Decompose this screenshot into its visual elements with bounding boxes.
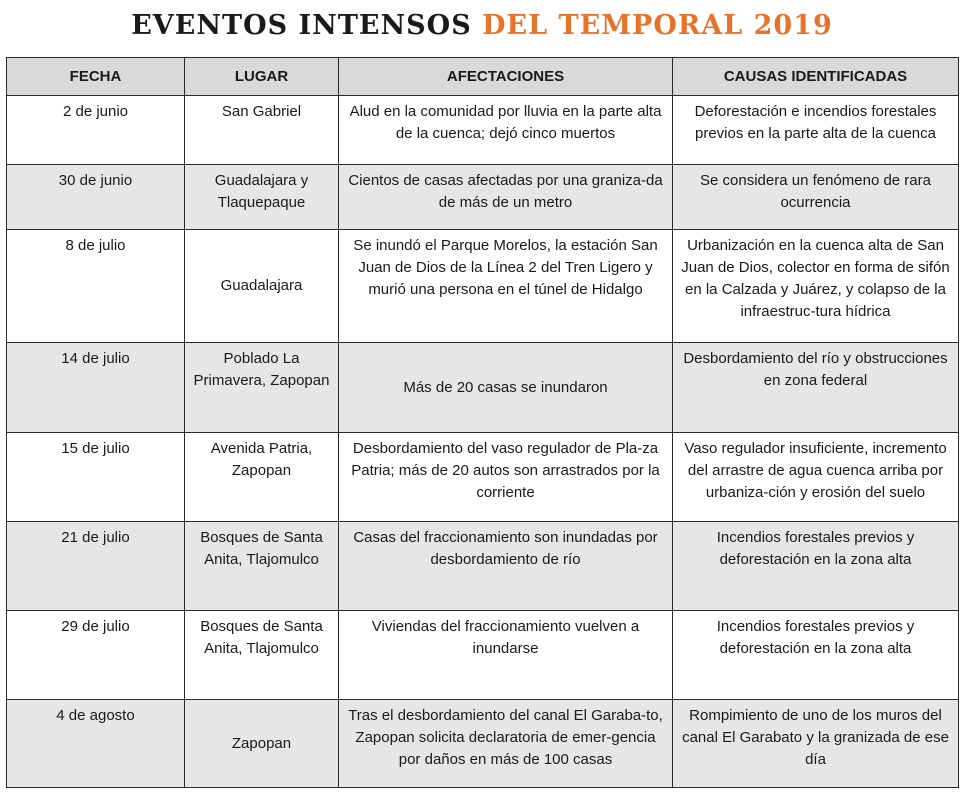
cell-causas: Urbanización en la cuenca alta de San Juan de Dios, colector en forma de sifón en la Calzada y Juárez, y colapso de la infraestruc-tura hídrica [673, 230, 959, 343]
cell-fecha: 21 de julio [7, 522, 185, 611]
header-causas: CAUSAS IDENTIFICADAS [673, 58, 959, 96]
cell-causas: Desbordamiento del río y obstrucciones en zona federal [673, 343, 959, 433]
cell-afectaciones: Tras el desbordamiento del canal El Garaba-to, Zapopan solicita declaratoria de emer-gencia por daños en más de 100 casas [339, 700, 673, 788]
table-header [7, 58, 959, 96]
cell-lugar: Zapopan [185, 700, 339, 788]
cell-causas: Incendios forestales previos y deforestación en la zona alta [673, 522, 959, 611]
table-row [7, 522, 959, 611]
header-afectaciones: AFECTACIONES [339, 58, 673, 96]
cell-lugar: Guadalajara y Tlaquepaque [185, 165, 339, 230]
table-row [7, 700, 959, 788]
table-body [7, 96, 959, 788]
cell-afectaciones: Viviendas del fraccionamiento vuelven a inundarse [339, 611, 673, 700]
table-row [7, 343, 959, 433]
cell-causas: Deforestación e incendios forestales previos en la parte alta de la cuenca [673, 96, 959, 165]
events-table [6, 57, 959, 788]
cell-afectaciones: Se inundó el Parque Morelos, la estación San Juan de Dios de la Línea 2 del Tren Ligero y murió una persona en el túnel de Hidalgo [339, 230, 673, 343]
table-row [7, 96, 959, 165]
cell-afectaciones: Casas del fraccionamiento son inundadas por desbordamiento de río [339, 522, 673, 611]
cell-afectaciones: Más de 20 casas se inundaron [339, 343, 673, 433]
cell-lugar: Bosques de Santa Anita, Tlajomulco [185, 611, 339, 700]
cell-fecha: 15 de julio [7, 433, 185, 522]
cell-fecha: 4 de agosto [7, 700, 185, 788]
header-lugar: LUGAR [185, 58, 339, 96]
cell-lugar: San Gabriel [185, 96, 339, 165]
page-title [0, 6, 964, 46]
cell-lugar: Poblado La Primavera, Zapopan [185, 343, 339, 433]
cell-fecha: 29 de julio [7, 611, 185, 700]
cell-fecha: 30 de junio [7, 165, 185, 230]
title-part-black: EVENTOS INTENSOS [131, 10, 483, 41]
table-row [7, 165, 959, 230]
table-row [7, 433, 959, 522]
cell-afectaciones: Desbordamiento del vaso regulador de Pla-za Patria; más de 20 autos son arrastrados por la corriente [339, 433, 673, 522]
cell-lugar: Guadalajara [185, 230, 339, 343]
cell-causas: Vaso regulador insuficiente, incremento del arrastre de agua cuenca arriba por urbaniza-ción y erosión del suelo [673, 433, 959, 522]
cell-fecha: 8 de julio [7, 230, 185, 343]
table-row [7, 611, 959, 700]
cell-causas: Se considera un fenómeno de rara ocurrencia [673, 165, 959, 230]
cell-lugar: Bosques de Santa Anita, Tlajomulco [185, 522, 339, 611]
cell-lugar: Avenida Patria, Zapopan [185, 433, 339, 522]
title-part-orange: DEL TEMPORAL 2019 [482, 10, 833, 41]
cell-afectaciones: Cientos de casas afectadas por una graniza-da de más de un metro [339, 165, 673, 230]
header-fecha: FECHA [7, 58, 185, 96]
cell-fecha: 2 de junio [7, 96, 185, 165]
cell-causas: Incendios forestales previos y deforestación en la zona alta [673, 611, 959, 700]
table-row [7, 230, 959, 343]
cell-fecha: 14 de julio [7, 343, 185, 433]
cell-afectaciones: Alud en la comunidad por lluvia en la parte alta de la cuenca; dejó cinco muertos [339, 96, 673, 165]
cell-causas: Rompimiento de uno de los muros del canal El Garabato y la granizada de ese día [673, 700, 959, 788]
